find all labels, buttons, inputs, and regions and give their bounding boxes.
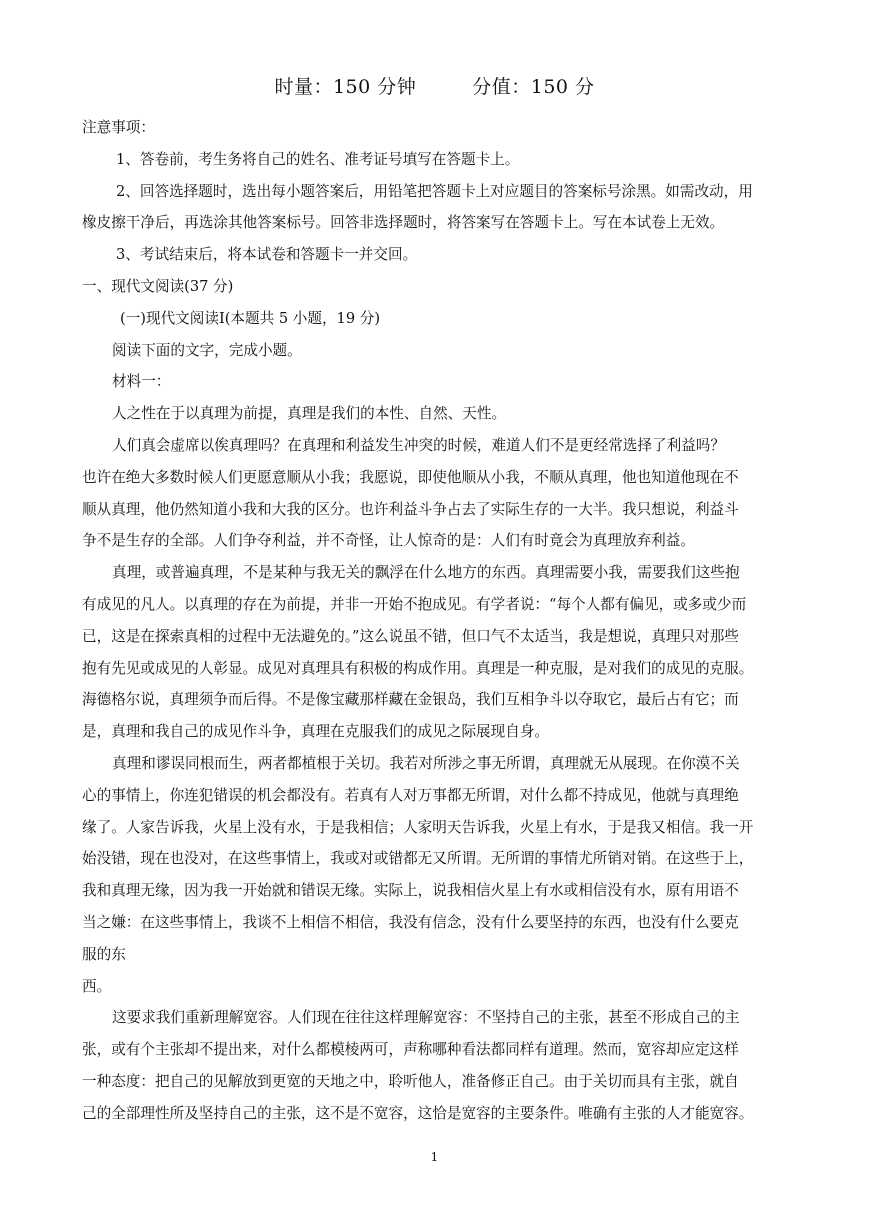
paragraph-line: 真理，或普遍真理，不是某种与我无关的飘浮在什么地方的东西。真理需要小我，需要我们这些抱 <box>112 564 740 582</box>
paragraph-line: 己的全部理性所及坚持自己的主张，这不是不宽容，这恰是宽容的主要条件。唯确有主张的人才能宽容。 <box>82 1104 754 1122</box>
section-title: 一、现代文阅读(37 分) <box>82 277 234 295</box>
material-label: 材料一： <box>112 373 171 391</box>
paragraph-line: 我和真理无缘，因为我一开始就和错误无缘。实际上，说我相信火星上有水或相信没有水，原有用语不 <box>82 882 739 900</box>
paragraph-line: 张，或有个主张却不提出来，对什么都模棱两可，声称哪种看法都同样有道理。然而，宽容却应定这样 <box>82 1041 739 1059</box>
section-subtitle: (一)现代文阅读I(本题共 5 小题，19 分) <box>120 309 381 327</box>
paragraph-line: 争不是生存的全部。人们争夺利益，并不奇怪，让人惊奇的是：人们有时竟会为真理放弃利益。 <box>82 532 695 550</box>
paragraph-line: 已，这是在探索真相的过程中无法避免的。”这么说虽不错，但口气不太适当，我是想说，真理只对那些 <box>82 627 739 645</box>
paragraph-line: 一种态度：把自己的见解放到更宽的天地之中，聆听他人，准备修正自己。由于关切而具有主张，就自 <box>82 1072 739 1090</box>
paragraph-line: 顺从真理，他仍然知道小我和大我的区分。也许利益斗争占去了实际生存的一大半。我只想说，利益斗 <box>82 500 739 518</box>
exam-score: 分值：150 分 <box>472 76 595 98</box>
paragraph-line: 海德格尔说，真理须争而后得。不是像宝藏那样藏在金银岛，我们互相争斗以夺取它，最后占有它；而 <box>82 691 739 709</box>
paragraph-line: 西。 <box>82 977 112 995</box>
page-number: 1 <box>430 1150 439 1164</box>
notice-item-3: 3、考试结束后，将本试卷和答题卡一并交回。 <box>116 246 418 264</box>
paragraph-line: 心的事情上，你连犯错误的机会都没有。若真有人对万事都无所谓，对什么都不持成见，他就与真理绝 <box>82 786 739 804</box>
paragraph-4 <box>82 748 794 1002</box>
paragraph-5 <box>82 1002 794 1129</box>
exam-duration: 时量：150 分钟 <box>274 76 417 98</box>
paragraph-line: 也许在绝大多数时候人们更愿意顺从小我；我愿说，即使他顺从小我，不顺从真理，他也知道他现在不 <box>82 468 739 486</box>
paragraph-1: 人之性在于以真理为前提，真理是我们的本性、自然、天性。 <box>112 405 507 423</box>
paragraph-line: 服的东 <box>82 945 126 963</box>
paragraph-line: 人们真会虚席以俟真理吗？在真理和利益发生冲突的时候，难道人们不是更经常选择了利益吗？ <box>112 436 725 454</box>
notice-item-1: 1、答卷前，考生务将自己的姓名、准考证号填写在答题卡上。 <box>116 150 520 168</box>
paragraph-3 <box>82 557 794 748</box>
paragraph-line: 有成见的凡人。以真理的存在为前提，并非一开始不抱成见。有学者说：“每个人都有偏见，或多或少而 <box>82 595 747 613</box>
notice-item-2-line-1: 2、回答选择题时，选出每小题答案后，用铅笔把答题卡上对应题目的答案标号涂黑。如需改动，用 <box>116 182 753 200</box>
paragraph-line: 当之嫌：在这些事情上，我谈不上相信不相信，我没有信念，没有什么要坚持的东西，也没有什么要克 <box>82 913 739 931</box>
paragraph-2 <box>82 430 794 557</box>
paragraph-line: 始没错，现在也没对，在这些事情上，我或对或错都无又所谓。无所谓的事情尤所销对销。在这些于上， <box>82 850 754 868</box>
paragraph-line: 缘了。人家告诉我，火星上没有水，于是我相信；人家明天告诉我，火星上有水，于是我又相信。我一开 <box>82 818 754 836</box>
exam-body <box>82 112 794 1130</box>
paragraph-line: 真理和谬误同根而生，两者都植根于关切。我若对所涉之事无所谓，真理就无从展现。在你漠不关 <box>112 754 740 772</box>
exam-header <box>0 72 869 99</box>
reading-instruction: 阅读下面的文字，完成小题。 <box>112 341 302 359</box>
notice-item-2-line-2: 橡皮擦干净后，再选涂其他答案标号。回答非选择题时，将答案写在答题卡上。写在本试卷上无效。 <box>82 214 725 232</box>
paragraph-line: 这要求我们重新理解宽容。人们现在往往这样理解宽容：不坚持自己的主张，甚至不形成自己的主 <box>112 1009 740 1027</box>
paragraph-line: 抱有先见或成见的人彰显。成见对真理具有积极的构成作用。真理是一种克服，是对我们的成见的克服。 <box>82 659 754 677</box>
paragraph-line: 是，真理和我自己的成见作斗争，真理在克服我们的成见之际展现自身。 <box>82 723 550 741</box>
notice-title: 注意事项： <box>82 119 155 136</box>
